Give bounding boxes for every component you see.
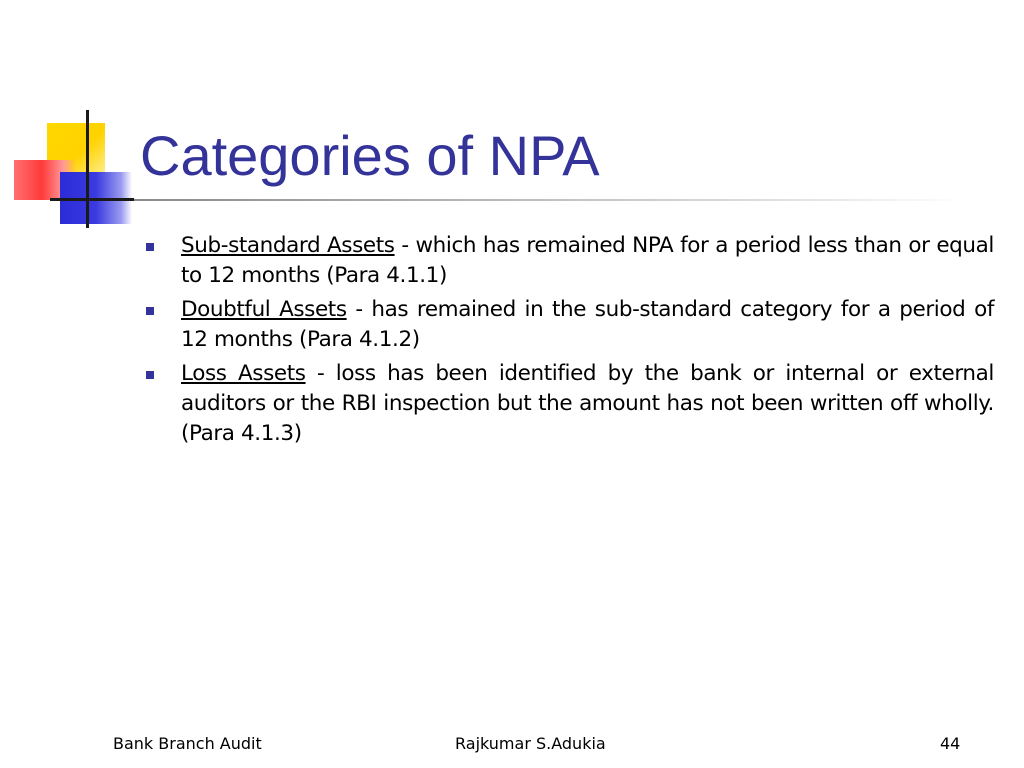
slide-title: Categories of NPA <box>140 124 600 187</box>
bullet-marker-icon <box>146 371 154 379</box>
footer-left-text: Bank Branch Audit <box>113 734 262 753</box>
bullet-item-substandard-assets <box>146 231 994 291</box>
bullet-text: - loss has been identified by the bank or internal or external auditors or the RBI inspection but the amount has not been written off wholly. (Para 4.1.3) <box>181 361 994 446</box>
bullet-text: - which has remained NPA for a period less than or equal to 12 months (Para 4.1.1) <box>181 233 994 288</box>
ornament-vertical-line <box>86 110 89 228</box>
bullet-term: Loss Assets <box>181 361 306 386</box>
bullet-marker-icon <box>146 307 154 315</box>
bullet-term: Doubtful Assets <box>181 297 347 322</box>
bullet-text: - has remained in the sub-standard category for a period of 12 months (Para 4.1.2) <box>181 297 994 352</box>
bullet-marker-icon <box>146 243 154 251</box>
title-underline-rule <box>134 199 964 201</box>
bullet-item-doubtful-assets <box>146 295 994 355</box>
title-ornament <box>0 0 160 240</box>
bullet-item-loss-assets <box>146 359 994 449</box>
bullet-term: Sub-standard Assets <box>181 233 395 258</box>
footer-page-number: 44 <box>940 734 961 753</box>
ornament-horizontal-line <box>50 198 134 201</box>
footer-author: Rajkumar S.Adukia <box>455 734 606 753</box>
bullet-list <box>146 231 994 453</box>
